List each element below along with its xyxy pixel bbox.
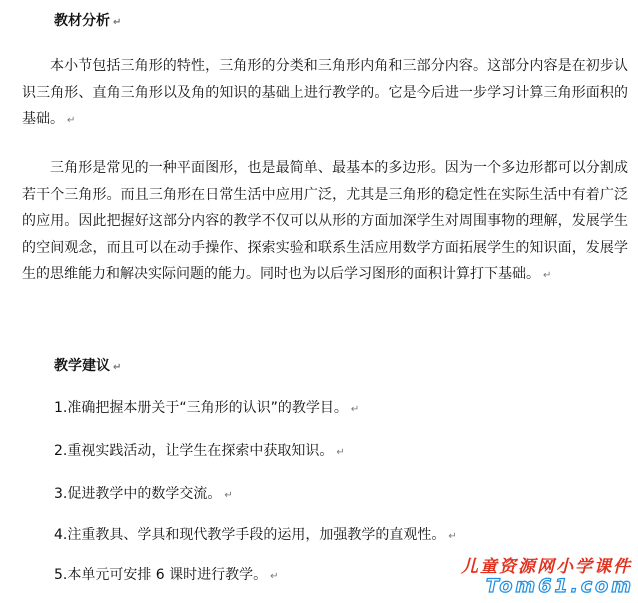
site-watermark <box>420 552 634 600</box>
paragraph-mark: ↵ <box>224 490 233 501</box>
list-item: 3.促进教学中的数学交流。 ↵ <box>54 486 233 502</box>
paragraph: 本小节包括三角形的特性，三角形的分类和三角形内角和三部分内容。这部分内容是在初步认识三角形、直角三角形以及角的知识的基础上进行教学的。它是今后进一步学习计算三角形面积的基础。 ↵ <box>22 58 628 127</box>
paragraph-mark: ↵ <box>336 447 345 458</box>
list-item: 5.本单元可安排 6 课时进行教学。 ↵ <box>54 567 279 583</box>
list-item: 4.注重教具、学具和现代教学手段的运用，加强教学的直观性。 ↵ <box>54 527 457 543</box>
section-heading-teaching-suggestions: 教学建议 ↵ <box>54 358 122 374</box>
watermark-site-name: 儿童资源网小学课件 <box>461 557 632 577</box>
paragraph-mark: ↵ <box>543 270 552 281</box>
paragraph-mark: ↵ <box>67 115 76 126</box>
section-heading-textbook-analysis: 教材分析 ↵ <box>54 13 122 29</box>
paragraph-mark: ↵ <box>350 404 360 415</box>
paragraph-mark: ↵ <box>448 531 457 542</box>
paragraph-mark: ↵ <box>113 17 122 28</box>
watermark-domain: Tom61.com <box>485 575 634 597</box>
list-item: 1.准确把握本册关于“三角形的认识”的教学目。 ↵ <box>54 400 360 416</box>
list-item: 2.重视实践活动，让学生在探索中获取知识。 ↵ <box>54 443 345 459</box>
paragraph-mark: ↵ <box>270 571 279 582</box>
paragraph-mark: ↵ <box>113 362 122 373</box>
paragraph: 三角形是常见的一种平面图形，也是最简单、最基本的多边形。因为一个多边形都可以分割成若干个三角形。而且三角形在日常生活中应用广泛，尤其是三角形的稳定性在实际生活中有着广泛的应用。因此把握好这部分内容的教学不仅可以从形的方面加深学生对周围事物的理解，发展学生的空间观念，而且可以在动手操作、探索实验和联系生活应用数学方面拓展学生的知识面，发展学生的思维能力和解决实际问题的能力。同时也为以后学习图形的面积计算打下基础。 ↵ <box>22 160 628 282</box>
